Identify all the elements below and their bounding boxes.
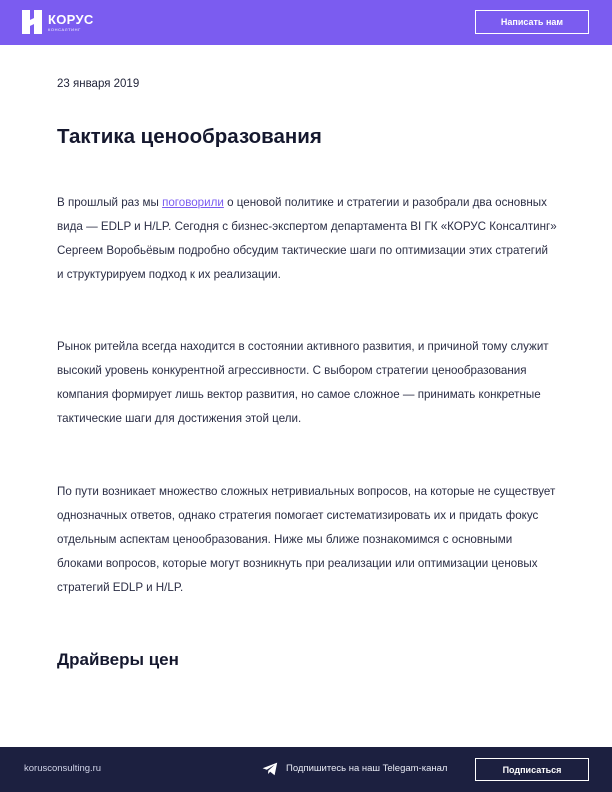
article-date: 23 января 2019 bbox=[57, 78, 140, 90]
subscribe-button[interactable]: Подписаться bbox=[475, 758, 589, 781]
section-heading: Драйверы цен bbox=[57, 650, 179, 669]
bottom-bar bbox=[0, 747, 612, 792]
talked-link[interactable]: поговорили bbox=[162, 196, 224, 209]
site-link[interactable]: korusconsulting.ru bbox=[24, 763, 102, 774]
paragraph-1: В прошлый раз мы поговорили о ценовой политике и стратегии и разобрали два основных вида — EDLP и H/LP. Сегодня с бизнес-экспертом департамента BI ГК «КОРУС Консалтинг» Сергеем Воробьёвым подробно обсудим тактические шаги по оптимизации этих стратегий и структурируем подход к их реализации. bbox=[57, 196, 557, 281]
paragraph-2: Рынок ритейла всегда находится в состоянии активного развития, и причиной тому служит высокий уровень конкурентной агрессивности. С выбором стратегии ценообразования компания формирует лишь вектор развития, но самое сложное — принимать конкретные тактические шаги для достижения этой цели. bbox=[57, 340, 549, 425]
logo-name: КОРУС bbox=[48, 11, 94, 27]
logo-subtitle: КОНСАЛТИНГ bbox=[48, 26, 81, 32]
top-bar bbox=[0, 0, 612, 45]
telegram-icon[interactable] bbox=[262, 762, 278, 776]
article-title: Тактика ценообразования bbox=[57, 125, 322, 148]
telegram-subscribe-text[interactable]: Подпишитесь на наш Telegam-канал bbox=[286, 763, 448, 774]
write-to-us-button[interactable]: Написать нам bbox=[475, 10, 589, 34]
korus-logo[interactable] bbox=[22, 10, 94, 34]
korus-logo-icon bbox=[22, 10, 42, 34]
paragraph-3: По пути возникает множество сложных нетривиальных вопросов, на которые не существует однозначных ответов, однако стратегия помогает систематизировать их и придать фокус отдельным аспектам ценообразования. Ниже мы ближе познакомимся с основными блоками вопросов, которые могут возникнуть при реализации или оптимизации ценовых стратегий EDLP и H/LP. bbox=[57, 485, 556, 594]
